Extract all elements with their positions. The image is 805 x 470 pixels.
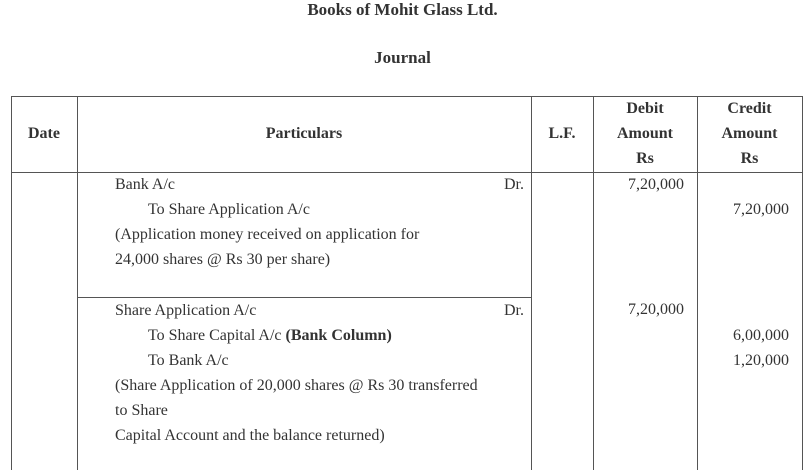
col-header-credit-2: Amount	[721, 125, 778, 142]
col-border-left	[11, 96, 12, 470]
col-border-particulars	[531, 96, 532, 470]
col-header-debit-2: Amount	[616, 125, 673, 142]
journal-title: Journal	[374, 48, 431, 67]
col-border-date	[77, 96, 78, 470]
entry-1-narration-line-1: (Application money received on application for	[115, 226, 420, 243]
entry-2-credit-2-account: To Bank A/c	[148, 352, 229, 369]
entry-2-narration-line-1: (Share Application of 20,000 shares @ Rs 30 transferred	[115, 377, 478, 394]
company-title: Books of Mohit Glass Ltd.	[307, 0, 498, 19]
entry-2-dr-marker: Dr.	[504, 302, 524, 319]
entry-1-dr-marker: Dr.	[504, 176, 524, 193]
entry-2-narration-line-2: to Share	[115, 402, 168, 419]
entry-2-narration-line-3: Capital Account and the balance returned)	[115, 427, 385, 444]
entry-2-credit-1-note: (Bank Column)	[285, 327, 392, 344]
entry-1-debit-amount: 7,20,000	[628, 176, 684, 193]
entry-2-debit-account: Share Application A/c	[115, 302, 257, 319]
entry-2-credit-1-amount: 6,00,000	[733, 327, 789, 344]
col-header-credit-1: Credit	[727, 100, 772, 117]
col-header-particulars: Particulars	[265, 125, 343, 142]
col-header-credit-3: Rs	[740, 150, 759, 167]
entry-2-credit-1-account: To Share Capital A/c	[148, 327, 282, 344]
entry-2-credit-1	[148, 323, 392, 348]
journal-table	[11, 96, 803, 470]
entry-1-narration-line-2: 24,000 shares @ Rs 30 per share)	[115, 251, 331, 268]
col-header-debit-1: Debit	[626, 100, 664, 117]
col-header-lf: L.F.	[548, 125, 576, 142]
entry-2-debit-amount: 7,20,000	[628, 301, 684, 318]
entry-1-credit-account: To Share Application A/c	[148, 201, 310, 218]
col-border-right	[802, 96, 803, 470]
entry-2-credit-2-amount: 1,20,000	[733, 352, 789, 369]
col-header-date: Date	[28, 125, 60, 142]
entry-1-debit-account: Bank A/c	[115, 176, 175, 193]
col-header-debit-3: Rs	[636, 150, 654, 167]
entry-1-credit-amount: 7,20,000	[733, 201, 789, 218]
